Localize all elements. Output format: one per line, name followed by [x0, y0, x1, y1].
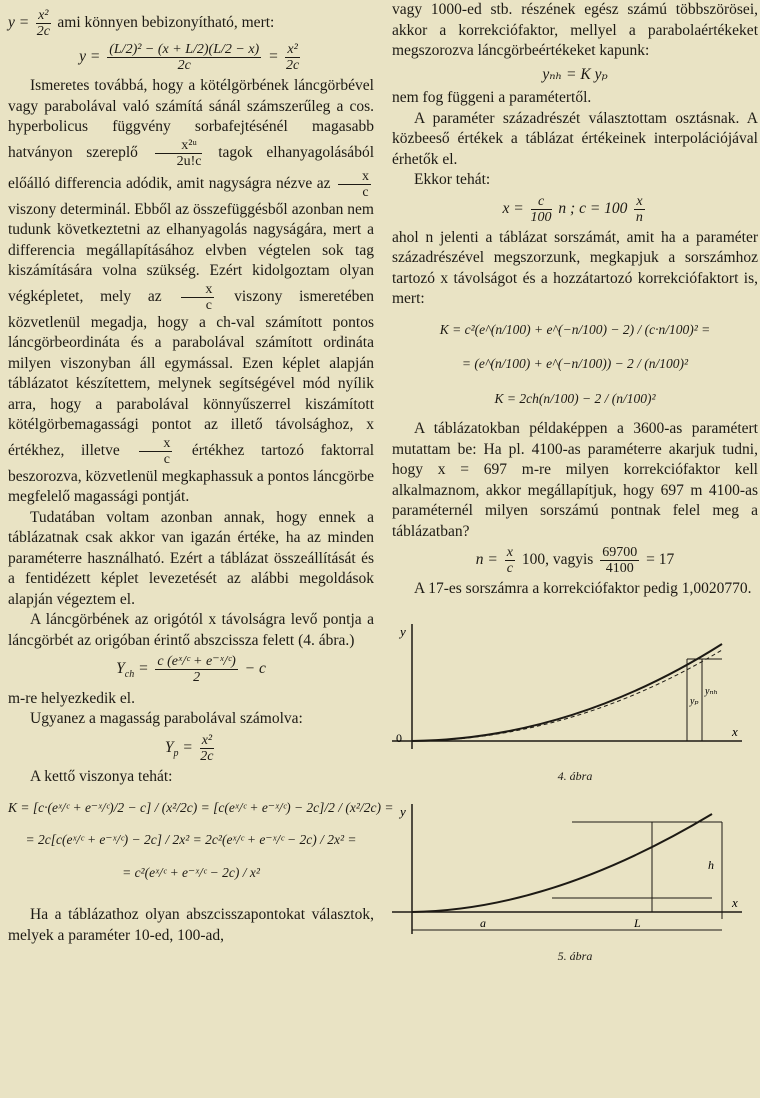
label-origin: 0	[396, 730, 402, 745]
equation-x-n: x = $\frac{c}{100}$ n ; c = 100 $\frac{x}{n}$	[502, 193, 643, 225]
paragraph: Tudatában voltam azonban annak, hogy ennek a táblázatnak csak akkor van igazán értéke, ha az minden paraméterre használható. Ezért a táblázat összeállítását és a fentidézett képlet levezetését az alábbi megoldások alapján végeztem el.	[8, 508, 374, 608]
paragraph: A 17-es sorszámra a korrekciófaktor pedig 1,0020770.	[414, 580, 752, 597]
chain-curve	[412, 644, 722, 741]
paragraph: Ekkor tehát:	[414, 171, 491, 188]
parabola-curve	[412, 650, 722, 741]
figure-5-caption: 5. ábra	[557, 949, 593, 963]
equation-n: n = $\frac{x}{c}$ 100, vagyis $\frac{69700}{4100}$ = 17	[475, 545, 675, 576]
label-h: h	[708, 858, 714, 872]
equation-ych: $Y_{ch}$ = $\frac{\text{c (eˣ/ᶜ + e⁻ˣ/ᶜ)}}{2}$ − c	[116, 654, 266, 685]
equation-k-r3: K = 2ch(n/100) − 2 / (n/100)²	[494, 390, 656, 406]
label-x: x	[732, 895, 738, 910]
chain-curve	[412, 814, 712, 912]
fraction: $\frac{\text{x²}}{2c}$	[36, 8, 50, 39]
label-L: L	[634, 916, 641, 930]
equation-ych-kyp: yₙₕ = K yₚ	[542, 65, 608, 83]
eq-text: ami könnyen bebizonyítható, mert:	[57, 14, 275, 32]
equation-k2: = 2c[c(eˣ/ᶜ + e⁻ˣ/ᶜ) − 2c] / 2x² = 2c²(eˣ/ᶜ + e⁻ˣ/ᶜ − 2c) / 2x² =	[25, 832, 357, 848]
paragraph: Ha a táblázathoz olyan abszcisszapontokat választok, melyek a paraméter 10-ed, 100-ad,	[8, 906, 374, 944]
equation-k3: = c²(eˣ/ᶜ + e⁻ˣ/ᶜ − 2c) / x²	[122, 864, 260, 880]
paragraph: A paraméter századrészét választottam osztásnak. A közbeeső értékek a táblázat értékeinek interpolációjával érhetők el.	[392, 109, 758, 168]
label-y: y	[400, 804, 406, 819]
equation-y-parabola	[8, 8, 374, 39]
paragraph: m-re helyezkedik el.	[8, 689, 135, 707]
paragraph: Ismeretes továbbá, hogy a kötélgörbének láncgörbével vagy parabolával való számítá sánál számszerűleg a cos. hyperbolicus függvény sorbafejtésénél magasabb hatványon szereplő $\frac{\text{x²ᵘ}}{2u!c}$ tagok elhanyagolásából előálló differencia adódik, amit nagyságra nézve az $\frac{x}{c}$ viszony determinál. Ebből az összefüggésből azonban nem tudunk következtetni az elhanyagolás nagyságára, mert a differencia megállapításához elvben végtelen sok tag kiszámítására volna szükség. Ezért kidolgoztam olyan végképletet, mely az $\frac{x}{c}$ viszony ismeretében közvetlenül megadja, hogy a ch-val számított pontos láncgörbeordináta és a parabolával számított ordináta milyen viszonyban áll egymással. Ezen képlet alapján táblázatot készítettem, melynek segítségével mód nyílik arra, hogy a parabolával könnyűszerrel kiszámított kötélgörbemagassági pontot az illető távolsághoz, x értékhez, illetve $\frac{x}{c}$ értékhez tartozó faktorral beszorozva, közvetlenül megkaphassuk a pontos láncgörbe megfelelő magassági pontját.	[8, 77, 374, 505]
label-a: a	[480, 916, 486, 930]
label-yp: yₚ	[690, 695, 699, 707]
right-column	[392, 0, 758, 973]
figure-4-caption: 4. ábra	[557, 768, 593, 783]
equation-k-r1: K = c²(e^(n/100) + e^(−n/100) − 2) / (c·n/100)² =	[439, 321, 711, 337]
equation-y-proof: y = $\frac{\text{(L/2)² − (x + L/2)(L/2 − x)}}{2c}$ = $\frac{\text{x²}}{2c}$	[79, 42, 300, 73]
left-column	[8, 0, 394, 946]
paragraph: nem fog függeni a paramétertől.	[392, 89, 592, 106]
paragraph: vagy 1000-ed stb. részének egész számú többszörösei, akkor a korrekciófaktor, mellyel a parabolaértékeket megszorozva láncgörbeértékeket kapunk:	[392, 1, 758, 59]
paragraph: A táblázatokban példaképpen a 3600-as paramétert mutattam be: Ha pl. 4100-as paraméterre akarjuk tudni, hogy x = 697 m-re milyen korrekciófaktor kell alkalmaznom, akkor megállapítjuk, hogy 697 m 4100-as paraméternél milyen sorszámú pontnak felel meg a táblázatban?	[392, 420, 758, 540]
label-y: y	[400, 623, 406, 639]
figure-5-diagram	[392, 794, 758, 944]
paragraph: A láncgörbének az origótól x távolságra levő pontja a láncgörbét az origóban érintő abszcissza felett (4. ábra.)	[8, 611, 374, 649]
equation-k1: K = [c·(eˣ/ᶜ + e⁻ˣ/ᶜ)/2 − c] / (x²/2c) = [c(eˣ/ᶜ + e⁻ˣ/ᶜ) − 2c]/2 / (x²/2c) =	[8, 799, 394, 815]
label-x: x	[732, 723, 738, 739]
equation-yp: $Y_p$ = $\frac{\text{x²}}{2c}$	[164, 732, 214, 764]
paragraph: Ugyanez a magasság parabolával számolva:	[30, 710, 303, 728]
equation-k-r2: = (e^(n/100) + e^(−n/100)) − 2 / (n/100)²	[461, 356, 689, 371]
label-ych: yₙₕ	[705, 685, 718, 697]
paragraph: A kettő viszonya tehát:	[30, 768, 173, 786]
figure-4-diagram	[392, 614, 758, 764]
paragraph: ahol n jelenti a táblázat sorszámát, amit ha a paraméter századrészével megszorzunk, megkapjuk a sorszámhoz tartozó x távolságot és a hozzátartozó korrekciófaktort is, mert:	[392, 228, 758, 307]
eq-lhs: y =	[8, 14, 30, 32]
